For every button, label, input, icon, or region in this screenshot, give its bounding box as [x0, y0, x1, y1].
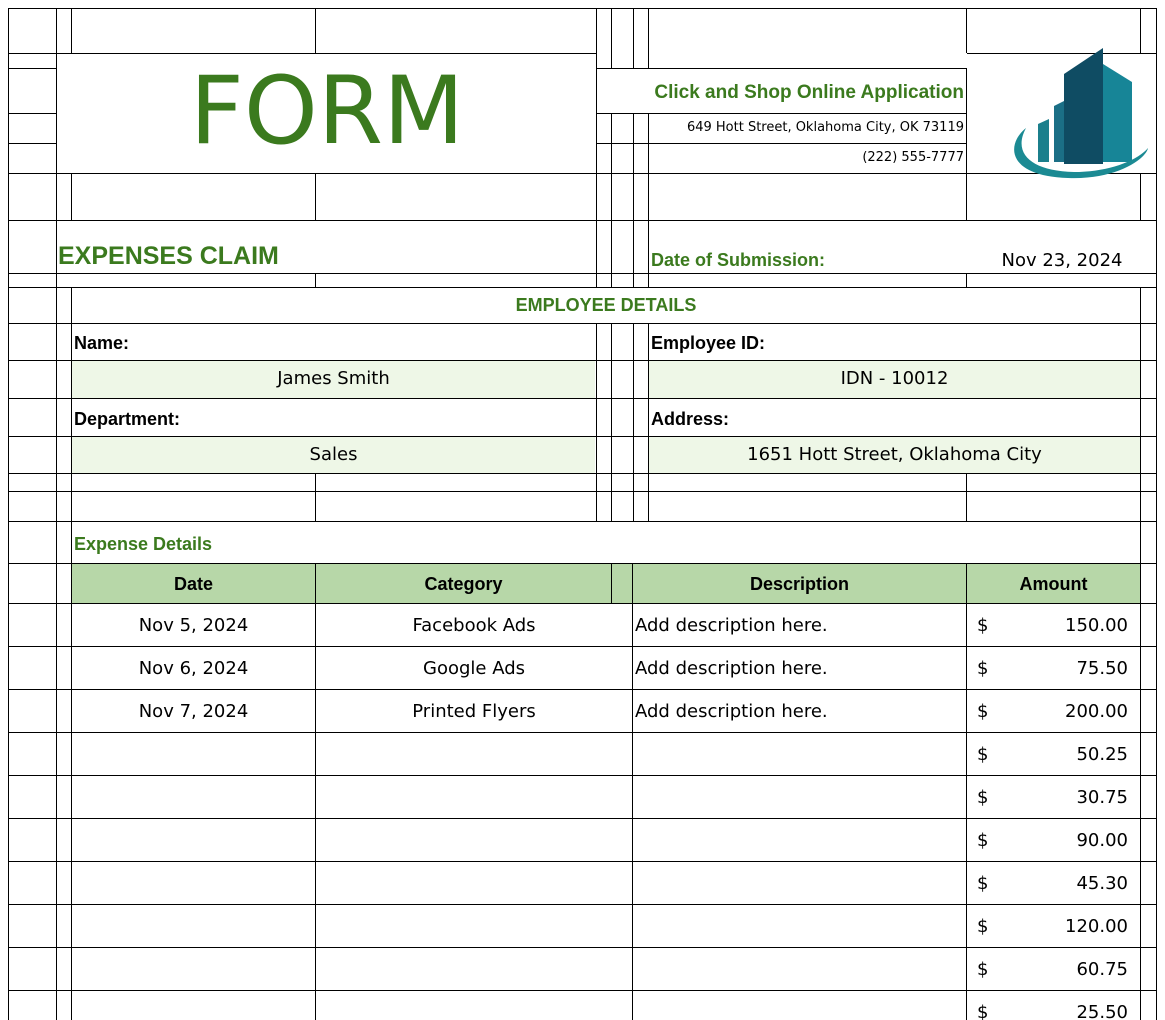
expense-amount-cell[interactable]: 75.50 [1076, 658, 1128, 679]
name-label: Name: [74, 333, 130, 353]
address-value[interactable]: 1651 Hott Street, Oklahoma City [747, 444, 1042, 465]
column-header-amount: Amount [1019, 574, 1088, 594]
column-header-date: Date [173, 574, 213, 594]
building-logo-icon [1006, 44, 1151, 180]
department-label: Department: [74, 409, 181, 429]
employee-id-value[interactable]: IDN - 10012 [840, 368, 949, 389]
expense-amount-cell[interactable]: 60.75 [1076, 959, 1128, 980]
expense-description-cell[interactable]: Add description here. [635, 658, 828, 679]
expense-date-cell[interactable]: Nov 6, 2024 [138, 658, 249, 679]
expense-amount-cell[interactable]: 50.25 [1076, 744, 1128, 765]
currency-symbol: $ [977, 873, 989, 894]
form-title: FORM [189, 57, 465, 166]
employee-id-label: Employee ID: [651, 333, 766, 353]
department-value[interactable]: Sales [309, 444, 358, 465]
currency-symbol: $ [977, 830, 989, 851]
expense-description-cell[interactable]: Add description here. [635, 701, 828, 722]
expense-amount-cell[interactable]: 25.50 [1076, 1002, 1128, 1020]
company-address: 649 Hott Street, Oklahoma City, OK 73119 [686, 120, 964, 135]
submission-date[interactable]: Nov 23, 2024 [1001, 250, 1123, 271]
column-header-description: Description [749, 574, 850, 594]
expense-details-title: Expense Details [74, 534, 213, 554]
expense-amount-cell[interactable]: 150.00 [1065, 615, 1128, 636]
address-label: Address: [651, 409, 730, 429]
currency-symbol: $ [977, 744, 989, 765]
expense-category-cell[interactable]: Google Ads [423, 658, 525, 679]
expense-amount-cell[interactable]: 120.00 [1065, 916, 1128, 937]
expense-description-cell[interactable]: Add description here. [635, 615, 828, 636]
expense-date-cell[interactable]: Nov 7, 2024 [138, 701, 249, 722]
company-name: Click and Shop Online Application [654, 82, 964, 103]
expenses-claim-title: EXPENSES CLAIM [58, 242, 279, 270]
currency-symbol: $ [977, 959, 989, 980]
expense-amount-cell[interactable]: 30.75 [1076, 787, 1128, 808]
expense-category-cell[interactable]: Facebook Ads [412, 615, 536, 636]
submission-label: Date of Submission: [651, 250, 826, 270]
expense-amount-cell[interactable]: 200.00 [1065, 701, 1128, 722]
currency-symbol: $ [977, 701, 989, 722]
employee-details-title: EMPLOYEE DETAILS [515, 295, 697, 315]
currency-symbol: $ [977, 615, 989, 636]
expense-category-cell[interactable]: Printed Flyers [412, 701, 536, 722]
name-value[interactable]: James Smith [277, 368, 390, 389]
column-header-category: Category [424, 574, 503, 594]
currency-symbol: $ [977, 787, 989, 808]
expense-amount-cell[interactable]: 90.00 [1076, 830, 1128, 851]
currency-symbol: $ [977, 1002, 989, 1020]
expense-date-cell[interactable]: Nov 5, 2024 [138, 615, 249, 636]
company-phone: (222) 555-7777 [862, 150, 964, 165]
currency-symbol: $ [977, 916, 989, 937]
expense-amount-cell[interactable]: 45.30 [1076, 873, 1128, 894]
currency-symbol: $ [977, 658, 989, 679]
